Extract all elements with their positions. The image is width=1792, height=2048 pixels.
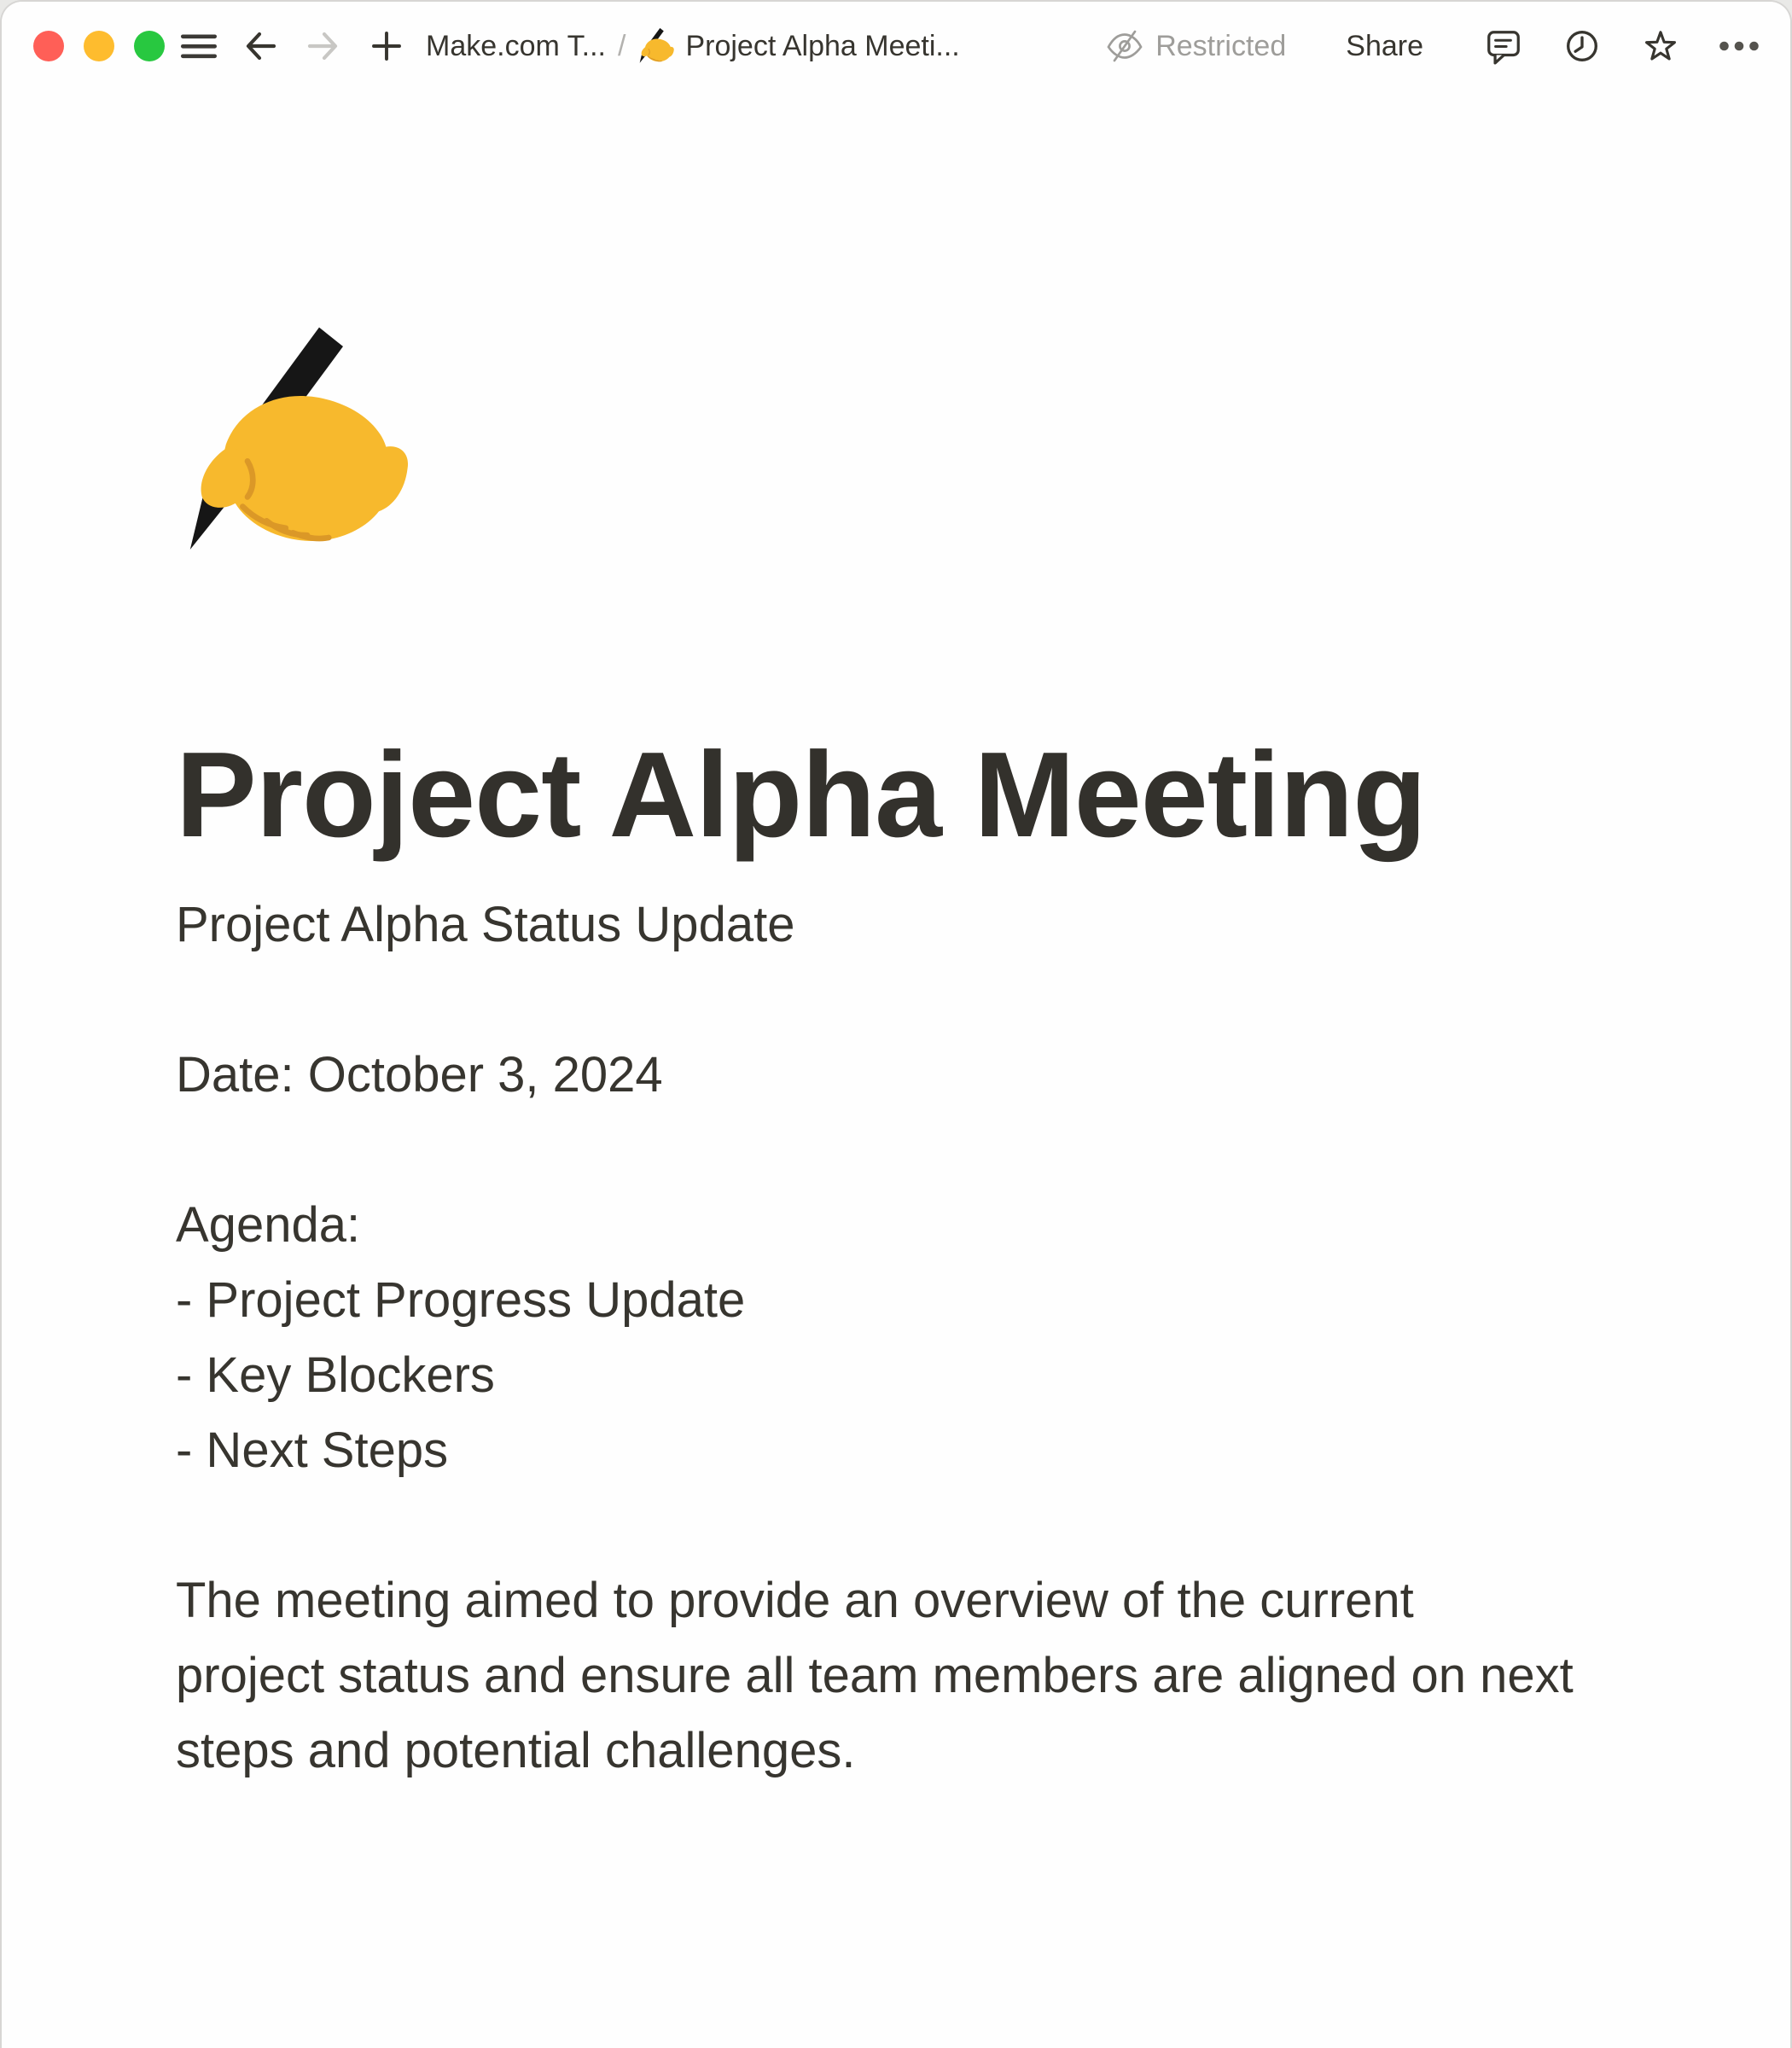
comment-bubble-icon bbox=[1484, 26, 1523, 66]
restricted-badge[interactable] bbox=[1097, 21, 1295, 71]
more-button[interactable] bbox=[1719, 26, 1760, 67]
summary-line: The meeting aimed to provide an overview of the current bbox=[176, 1573, 1414, 1628]
breadcrumb-page[interactable] bbox=[631, 24, 966, 68]
breadcrumb-page-label: Project Alpha Meeti... bbox=[685, 29, 960, 62]
breadcrumb-separator: / bbox=[618, 29, 626, 62]
window-toolbar bbox=[2, 2, 1790, 90]
share-button[interactable]: Share bbox=[1335, 25, 1434, 68]
clock-icon bbox=[1562, 26, 1602, 66]
comments-button[interactable] bbox=[1483, 26, 1524, 67]
writing-hand-emoji bbox=[176, 323, 415, 561]
page-title[interactable]: Project Alpha Meeting bbox=[176, 727, 1426, 863]
star-icon bbox=[1641, 26, 1680, 66]
minimize-button[interactable] bbox=[84, 31, 114, 61]
agenda-item[interactable]: - Project Progress Update bbox=[176, 1272, 746, 1328]
summary-line: steps and potential challenges. bbox=[176, 1723, 856, 1778]
plus-icon bbox=[368, 27, 405, 65]
restricted-label: Restricted bbox=[1155, 29, 1287, 62]
close-button[interactable] bbox=[33, 31, 64, 61]
breadcrumb-workspace-label: Make.com T... bbox=[426, 29, 606, 62]
back-button[interactable] bbox=[240, 26, 281, 67]
forward-button[interactable] bbox=[303, 26, 344, 67]
arrow-left-icon bbox=[241, 27, 279, 65]
page-icon-writing-hand[interactable] bbox=[176, 323, 415, 561]
agenda-heading[interactable]: Agenda: bbox=[176, 1197, 361, 1253]
hamburger-icon bbox=[180, 27, 218, 65]
summary-paragraph[interactable] bbox=[176, 1563, 1620, 1789]
subtitle-line[interactable]: Project Alpha Status Update bbox=[176, 897, 795, 952]
summary-line: project status and ensure all team members are aligned on next bbox=[176, 1648, 1574, 1703]
breadcrumb-workspace[interactable] bbox=[419, 26, 613, 67]
history-button[interactable] bbox=[1562, 26, 1603, 67]
breadcrumb bbox=[419, 24, 967, 68]
arrow-right-icon bbox=[305, 27, 342, 65]
date-line[interactable]: Date: October 3, 2024 bbox=[176, 1047, 663, 1103]
zoom-button[interactable] bbox=[134, 31, 165, 61]
writing-hand-emoji-icon bbox=[637, 27, 675, 65]
restricted-eye-icon bbox=[1105, 26, 1144, 66]
favorite-button[interactable] bbox=[1640, 26, 1681, 67]
agenda-item[interactable]: - Next Steps bbox=[176, 1423, 449, 1478]
agenda-item[interactable]: - Key Blockers bbox=[176, 1347, 495, 1403]
document-page bbox=[2, 323, 1790, 1789]
new-page-button[interactable] bbox=[366, 26, 407, 67]
ellipsis-icon bbox=[1719, 41, 1759, 51]
sidebar-toggle-button[interactable] bbox=[178, 26, 219, 67]
toolbar-actions bbox=[1097, 21, 1760, 71]
traffic-lights bbox=[33, 31, 165, 61]
